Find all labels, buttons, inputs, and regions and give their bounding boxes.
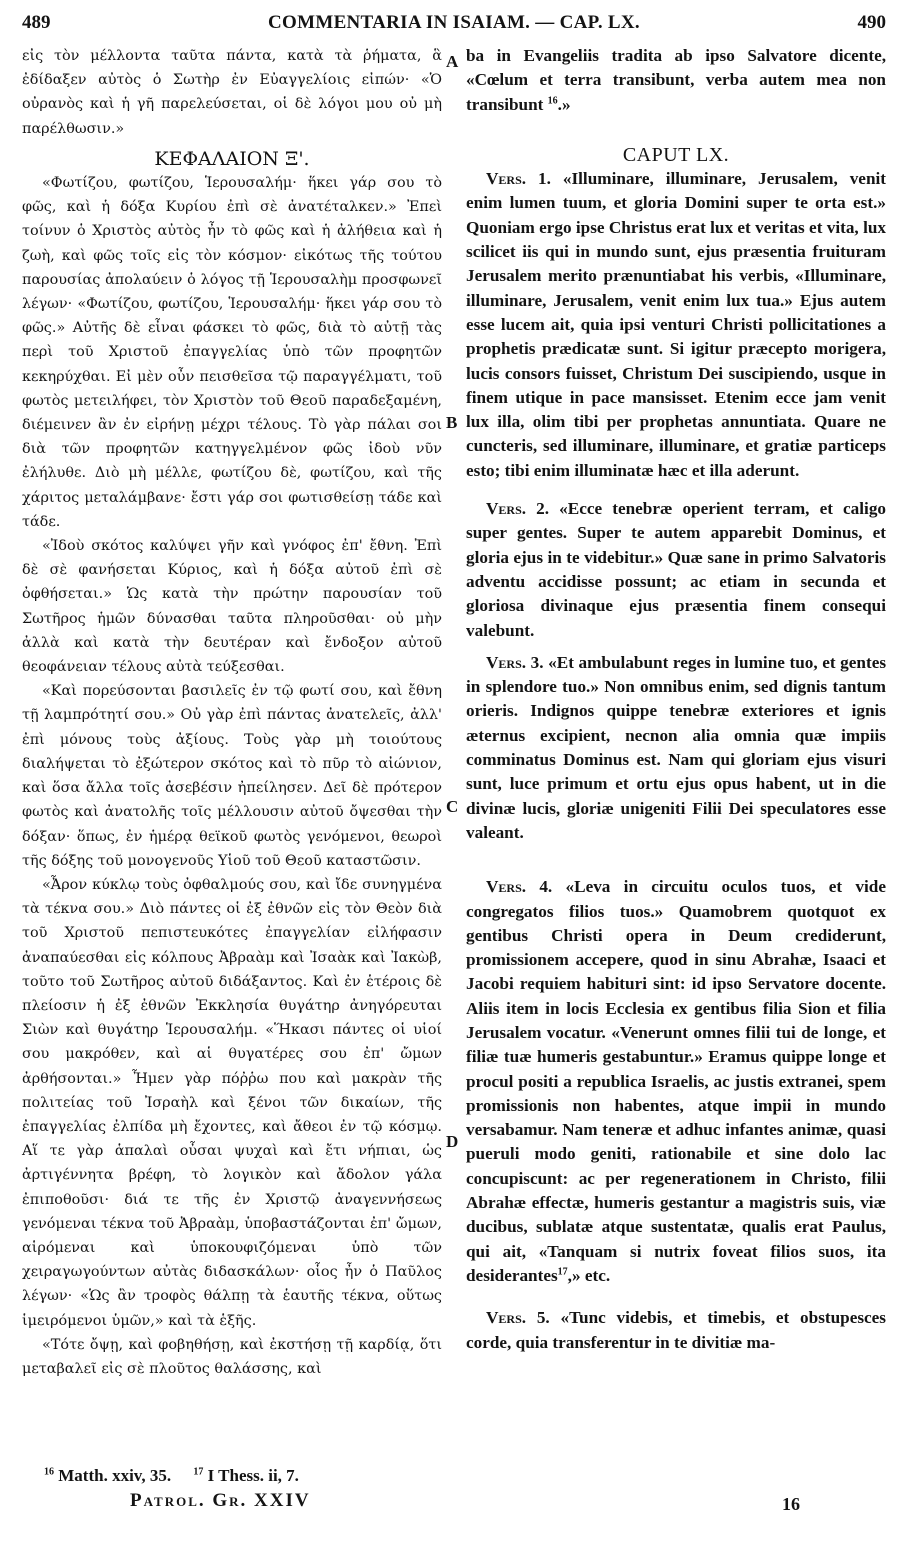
footnote [44,1464,171,1488]
left-page-number: 489 [22,12,51,33]
greek-paragraph: «Φωτίζου, φωτίζου, Ἱερουσαλήμ· ἥκει γάρ σου τὸ φῶς, καὶ ἡ δόξα Κυρίου ἐπὶ σὲ ἀνατέταλκεν.» Ἐπεὶ τοίνυν ὁ Χριστὸς αὐτὸς ἦν τὸ φῶς καὶ ἡ ἀλήθεια καὶ ἡ ζωὴ, καὶ φῶς τοῖς εἰς τὸν κόσμον· εἰκότως τῆς τούτου παρουσίας ἀπολαύειν ὁ λόγος τῇ Ἱερουσαλὴμ προσφωνεῖ λέγων· «Φωτίζου, φωτίζου, Ἱερουσαλήμ· ἥκει γάρ σου τὸ φῶς.» Αὐτῆς δὲ εἶναι φάσκει τὸ φῶς, διὰ τὸ αὐτῇ τὰς περὶ τοῦ Χριστοῦ ἐπαγγελίας ὑπὸ τῶν προφητῶν κεκηρύχθαι. Εἰ μὲν οὖν πεισθεῖσα τῷ παραγγέλματι, τοῦ φωτὸς μετειλήφει, τὸν Χριστὸν τοῦ Θεοῦ παραδεξαμένη, διέμεινεν ἂν ἐν εἰρήνῃ μέχρι τέλους. Τὸ γὰρ πάλαι σοι διὰ τῶν προφητῶν κατηγγελμένον φῶς ἰδοὺ νῦν ἐλήλυθε. Διὸ μὴ μέλλε, φωτίζου δὲ, φωτίζου, καὶ τῆς χάριτος μεταλάμβανε· ἔστι γάρ σοι φωτισθείσῃ τάδε καὶ τάδε. [22,175,442,530]
margin-marker-a: A [446,52,459,71]
greek-paragraph: «Τότε ὄψῃ, καὶ φοβηθήσῃ, καὶ ἐκστήσῃ τῇ καρδίᾳ, ὅτι μεταβαλεῖ εἰς σὲ πλοῦτος θαλάσσης, καὶ [22,1336,442,1377]
latin-intro-end: .» [557,94,571,114]
verse-text-end: ,» etc. [567,1265,611,1285]
latin-verse [466,651,886,845]
margin-marker-d: D [446,1132,459,1151]
latin-intro-text: ba in Evangeliis tradita ab ipso Salvatore dicente, «Cœlum et terra transibunt, verba autem mea non transibunt [466,46,886,114]
greek-intro: εἰς τὸν μέλλοντα ταῦτα πάντα, κατὰ τὰ ῥήματα, ἃ ἐδίδαξεν αὐτὸς ὁ Σωτὴρ ἐν Εὐαγγελίοις εἰπών· «Ὁ οὐρανὸς καὶ ἡ γῆ παρελεύσεται, οἱ δὲ λόγοι μου οὐ μὴ παρέλθωσιν.» [22,48,442,137]
latin-verse [466,875,886,1288]
latin-chapter-heading: CAPUT LX. [622,143,730,166]
footnote-ref: 17 [557,1266,568,1278]
footnote-ref: 16 [547,94,558,106]
running-title: COMMENTARIA IN ISAIAM. — CAP. LX. [268,12,640,33]
greek-paragraph: «Καὶ πορεύσονται βασιλεῖς ἐν τῷ φωτί σου, καὶ ἔθνη τῇ λαμπρότητί σου.» Οὐ γὰρ ἐπὶ πάντας ἀνατελεῖς, ἀλλ' ἐπὶ μόνους τοὺς ἀξίους. Τοὺς γὰρ μὴ τοιούτους διαλήψεται τὸ ἐξώτερον σκότος καὶ τὸ πῦρ τὸ αἰώνιον, καὶ ὅσα ἄλλα τοῖς ἀσεβέσιν ἠπείλησεν. Δεῖ δὲ πρότερον φωτὸς καὶ ἀνατολῆς τοῖς μέλλουσιν αὐτοῦ ὄψεσθαι τὴν δόξαν· ὅπως, ἐν ἡμέρᾳ θεϊκοῦ φωτὸς γενόμενοι, θεωροὶ τῆς δόξης τοῦ μονογενοῦς Υἱοῦ τοῦ Θεοῦ καταστῶσιν. [22,683,442,869]
footnote-number: 16 [44,1466,54,1478]
latin-verse [466,167,886,483]
footnote [193,1464,299,1488]
latin-column [466,44,886,1355]
greek-chapter-heading: ΚΕΦΑΛΑΙΟΝ Ξ'. [154,147,310,170]
sheet-number: 16 [782,1494,800,1514]
right-page-number: 490 [857,12,886,33]
verse-text: «Illuminare, illuminare, Jerusalem, venit enim lumen tuum, et gloria Domini super te orta est.» Quoniam ergo ipse Christus erat lux et veritas et vita, lux scilicet iis qui in mundo sunt, ejus præsentia fruituram Jerusalem merito prænuntiabat his verbis, «Illuminare, illuminare, Jerusalem, venit enim lux tua.» Ejus autem esse lucem ait, quia ipsi venturi Christi pollicitationes a prophetis prædicatæ sunt. Si igitur præcepto morigera, lucis consors fuisset, Christum Dei suscipiendo, usque in finem utique in pace mansisset. Etenim ecce jam venit lux illa, olim tibi per prophetas annuntiata. Quare ne cuncteris, sed illuminare, illuminare, et gratiæ particeps esto; tibi enim illuminatæ hæc et illa aderunt. [466,169,886,480]
verse-text: «Tunc videbis, et timebis, et obstupesces corde, quia transferentur in te divitiæ ma- [466,1308,886,1352]
greek-paragraph: «Ἰδοὺ σκότος καλύψει γῆν καὶ γνόφος ἐπ' ἔθνη. Ἐπὶ δὲ σὲ φανήσεται Κύριος, καὶ ἡ δόξα αὐτοῦ ἐπὶ σὲ ὀφθήσεται.» Ὡς κατὰ τὴν πρώτην παρουσίαν τοῦ Σωτῆρος ἡμῶν δύνασθαι ταῦτα πληροῦσθαι· οὐ μὴν ἀλλὰ καὶ κατὰ τὴν δευτέραν καὶ ἔνδοξον αὐτοῦ θεοφάνειαν τέλους αὐτὰ τεύξεσθαι. [22,538,442,676]
latin-intro [466,44,886,117]
latin-verse [466,497,886,643]
verse-label: Vers. 1. [486,169,551,189]
margin-marker-c: C [446,797,459,816]
verse-label: Vers. 5. [486,1308,550,1328]
footnote-number: 17 [193,1466,204,1478]
verse-text: «Ecce tenebræ operient terram, et caligo super gentes. Super te autem apparebit Dominus, et gloria ejus in te videbitur.» Quæ sane in primo Salvatoris adventu accidisse possunt; ac etiam in secunda et gloriosa divinaque ejus præsentia finem consequi valebunt. [466,499,887,640]
verse-label: Vers. 4. [486,877,553,897]
collection-signature: Patrol. Gr. XXIV [130,1490,311,1511]
footnote-ref-text: Matth. xxiv, 35. [58,1466,172,1485]
verse-text: «Et ambulabunt reges in lumine tuo, et gentes in splendore tuo.» Non omnibus enim, sed dignis tantum orieris. Indignos quippe tenebræ exteriores et ignis æternus excipient, necnon alia omnia quæ impiis comminatus Dominus est. Nam qui gloriam ejus visuri sunt, luce primum et ortu ejus opus habent, ut in die divinæ lucis, gloriæ unigeniti Filii Dei speculatores esse valeant. [466,652,887,842]
verse-label: Vers. 3. [486,652,544,672]
verse-label: Vers. 2. [486,499,550,519]
verse-text: «Leva in circuitu oculos tuos, et vide congregatos filios tuos.» Quamobrem quotquot ex gentibus Christi opera in Deum crediderunt, promissionem accepere, quod in sinu Abrahæ, Isaaci et Jacobi requiem habituri sint: id ipso Servatore docente. Aliis item in locis Ecclesia ex gentibus filia Sion et filia Jerusalem vocatur. «Venerunt omnes filii tui de longe, et filiæ tuæ humeris gestabuntur.» Eramus quippe longe et procul positi a republica Israelis, ac justis extranei, spem promissionis non habentes, atque impii in mundo versabamur. Nam teneræ et adhuc infantes animæ, quasi pueruli modo geniti, rationabile et sine dolo lac concupiscunt: ac per regenerationem in Christo, filii Abrahæ effectæ, humeris gestantur a magistris suis, viæ ducibus, sublatæ atque sustentatæ, qualis erat Paulus, qui ait, «Tanquam si nutrix foveat filios suos, ita desiderantes [466,877,886,1285]
greek-paragraph: «Ἆρον κύκλῳ τοὺς ὀφθαλμούς σου, καὶ ἴδε συνηγμένα τὰ τέκνα σου.» Διὸ πάντες οἱ ἐξ ἐθνῶν εἰς τὸν Θεὸν διὰ τοῦ Χριστοῦ πεπιστευκότες ἐπαγγελίαν εἰλήφασιν ἀναπαύεσθαι εἰς κόλπους Ἀβραὰμ καὶ Ἰσαὰκ καὶ Ἰακὼβ, τοῦτο τοῦ Σωτῆρος αὐτοῦ διδάξαντος. Καὶ ἐν ἑτέροις δὲ πλείοσιν ἡ ἐξ ἐθνῶν Ἐκκλησία θυγάτηρ ἀνηγόρευται Σιὼν καὶ θυγάτηρ Ἱερουσαλήμ. «Ἥκασι πάντες οἱ υἱοί σου μακρόθεν, καὶ αἱ θυγατέρες σου ἐπ' ὤμων ἀρθήσονται.» Ἦμεν γὰρ πόῤῥω που καὶ μακρὰν τῆς πολιτείας τοῦ Ἰσραὴλ καὶ ξένοι τῶν δικαίων, τῆς ἐπαγγελίας ἐλπίδα μὴ ἔχοντες, καὶ ἄθεοι ἐν τῷ κόσμῳ. Αἵ τε γὰρ ἁπαλαὶ οὖσαι ψυχαὶ καὶ ἔτι νήπιαι, ὡς ἀρτιγέννητα βρέφη, τὸ λογικὸν καὶ ἄδολον γάλα ἐπιποθοῦσι· διά τε τῆς ἐν Χριστῷ ἀναγεννήσεως γενόμεναι τέκνα τοῦ Ἀβραὰμ, ὑποβαστάζονται ἐπ' ὤμων, αἱρόμεναι καὶ ὑποκουφιζόμεναι ὑπὸ τῶν χειραγωγούντων αὐτὰς διδασκάλων· οἷος ἦν ὁ Παῦλος λέγων· «Ὡς ἂν τροφὸς θάλπῃ τὰ ἑαυτῆς τέκνα, οὕτως ἱμειρόμενοι ὑμῶν,» καὶ τὰ ἑξῆς. [22,876,442,1329]
running-header [22,12,886,38]
footnotes [44,1464,444,1488]
margin-marker-b: B [446,413,458,432]
latin-verse [466,1306,886,1355]
greek-column [22,44,442,1381]
footnote-ref-text: I Thess. ii, 7. [207,1466,299,1485]
